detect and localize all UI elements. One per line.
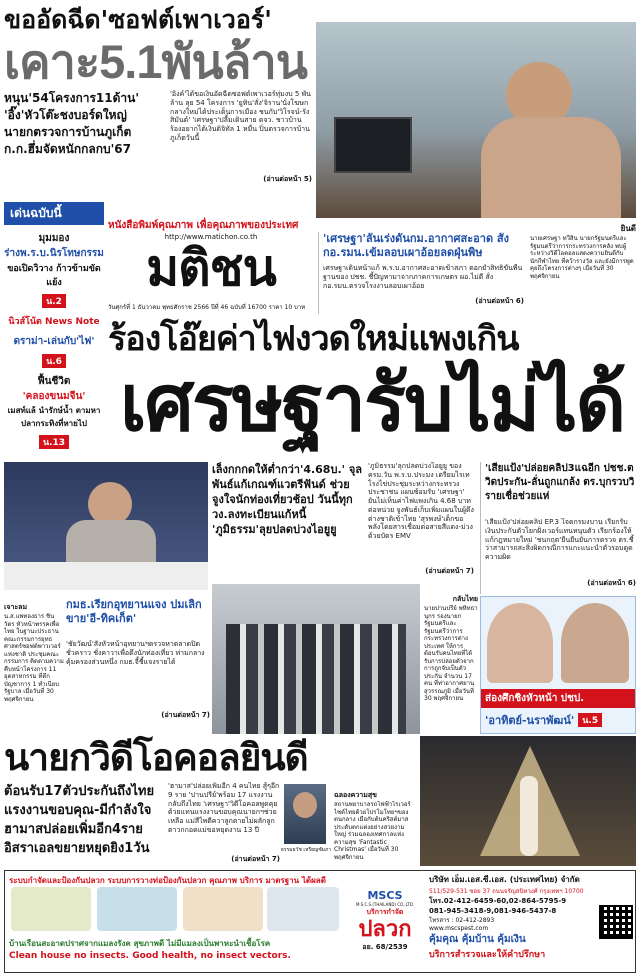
ad-brand-full: M.S.C.S.(THAILAND) CO.,LTD. bbox=[355, 902, 415, 907]
ad-product-strip bbox=[11, 887, 263, 931]
page-tag: น.6 bbox=[42, 354, 66, 368]
page-tag: น.2 bbox=[42, 294, 66, 308]
videocall-more: (อ่านต่อหน้า 7) bbox=[231, 855, 280, 863]
main-headline-line2: เศรษฐารับไม่ได้ bbox=[119, 359, 625, 447]
news-note-logo bbox=[4, 314, 104, 328]
highlight-headline: ร่างพ.ร.บ.นิรโทษกรรม bbox=[4, 248, 104, 259]
opposition-sub: 'อาทิตย์-นราพัฒน์' bbox=[485, 714, 575, 727]
pm25-body: เศรษฐาเดินหน้าแก้ พ.ร.บ.อากาศสะอาดเข้าสภา ตอกย้ำสิทธิขั้นพื้นฐานของ ปชช. ชี้ปัญหามาจากภาคการเกษตร ผอ.ไม่ดี สั่ง กอ.รมน.ตรวจโรงงานลอบเผาอ้อย bbox=[323, 264, 523, 290]
ad-company: บริษัท เอ็ม.เอส.ซี.เอส. (ประเทศไทย) จำกัด bbox=[429, 875, 580, 884]
park-more: (อ่านต่อหน้า 7) bbox=[161, 711, 210, 719]
ad-headline: ระบบกำจัดและป้องกันปลวก ระบบการวางท่อป้องกันปลวก คุณภาพ บริการ มาตรฐาน ได้ผลดี bbox=[9, 876, 326, 885]
photo-caption-text: นายเศรษฐา ทวีสิน นายกรัฐมนตรีและรัฐมนตรีว่าการกระทรวงการคลัง พบผู้ระหว่างวิดีโอคอลแสดงความยินดีกับนักกีฬาไทย ที่คว้ารางวัล และยังมีการพูดคุยถึงโครงการต่างๆ เมื่อวันที่ 30 พฤศจิกายน bbox=[530, 235, 634, 280]
pm25-story bbox=[318, 232, 524, 314]
highlight-headline: ดราม่า-เล่นกับ'ไฟ' bbox=[13, 336, 95, 347]
masthead-slogan: หนังสือพิมพ์คุณภาพ เพื่อคุณภาพของประเทศ bbox=[108, 220, 299, 231]
mug-photo bbox=[284, 784, 326, 844]
top-story-sub2: 'อิ๊ง'หัวโต๊ะชงบอร์ดใหญ่ bbox=[4, 108, 127, 122]
meeting-caption bbox=[4, 594, 64, 734]
ad-service: บริการกำจัด bbox=[366, 908, 404, 916]
ad-license: อย. 68/2539 bbox=[362, 943, 408, 951]
masthead-url: http://www.matichon.co.th bbox=[164, 233, 258, 241]
highlight-headline: 'คลองขนมจีน' bbox=[22, 391, 86, 402]
ad-tagline-en: Clean house no insects. Good health, no insect vectors. bbox=[9, 951, 291, 961]
highlight-item[interactable] bbox=[4, 334, 104, 368]
electricity-more: (อ่านต่อหน้า 7) bbox=[425, 567, 474, 575]
ad-brand-block bbox=[345, 889, 425, 969]
top-story-sub3: นายกตรวจการบ้านภูเก็ต bbox=[4, 125, 132, 139]
top-story-body: 'อิ๊งค์'ได้ขอเงินอัดฉีดซอฟต์เพาเวอร์ทุ่มงบ 5 พันล้าน ลุย 54 โครงการ 'ยูทิน'สั่ง'จิราน'นั่งโฆษก กลางใหม่ได้ประเด็นการเมือง ชนกับ'วิโรจน์-รังสิมันต์' 'เศรษฐา'ปลื้มเดินสาย ตจว. ชาวบ้าน ร้องอยากได้เงินดิจิทัล 1 หมื่น ปิ่นตรวจการบ้าน ภูเก็ตวันนี้ bbox=[170, 90, 311, 142]
park-body: 'ชัยวัฒน์'สั่งหัวหน้าอุทยานฯตรวจหาตลาดปิดชั่วคราว ชั่งคาวาเพื่อดึงนักท่องเที่ยว ท่ามกลางคุ้มครองส่วนหนึ่ง กมธ.จี้ชี้แจงรายได้ bbox=[66, 640, 205, 666]
clip-body: 'เสี่ยแป้ง'ปล่อยคลิป EP.3 โจดกรมงบาน เรียกรับเงินประกันตัวโยกฝั่งเวอร์แทนหนุนตัว เรียกร้องให้แก้กฎหมายใหม่ 'ชนกฤต'ยืนยืนยันการตรวจ ตร.ชี้ว่าสามารถสะสิ่งผิดกรณีการแกะแนะนำตัวรอบดูดความผิด bbox=[485, 518, 634, 561]
highlight-desc: ขอเปิดวิวาง ก้าวข้ามขัดแย้ง bbox=[7, 264, 101, 288]
electricity-head: เล็งกกกดให้ต่ำกว่า'4.68บ.' จุลพันธ์แก้เกณฑ์แวตรีฟันด์ ช่วยจูงใจนักท่องเที่ยวช้อป วันนี้ทุกวง.ลงทะเบียนแก้หนี้ 'ภูมิธรรม'ลุยปลดบ่วงไอยูยู bbox=[212, 463, 362, 536]
welcome-caption-title: กลับไทย bbox=[452, 595, 478, 603]
hostage-caption-title: ฉลองความสุข bbox=[334, 791, 377, 799]
dateline: วันศุกร์ที่ 1 ธันวาคม พุทธศักราช 2566 ปีที่ 46 ฉบับที่ 16700 ราคา 10 บาท bbox=[108, 304, 306, 311]
hostage-caption bbox=[334, 782, 416, 866]
ad-brand: MSCS bbox=[367, 889, 403, 902]
highlight-pre: มุมมอง bbox=[38, 233, 70, 244]
christmas-photo bbox=[420, 736, 636, 866]
meeting-caption-title: เจาะลม bbox=[4, 603, 28, 611]
top-photo bbox=[316, 22, 636, 218]
photo-caption-title: ยินดี bbox=[620, 224, 636, 233]
ad-slogan1: คุ้มคุณ คุ้มบ้าน คุ้มเงิน bbox=[429, 934, 526, 945]
opposition-headline: ส่องศึกชิงหัวหน้า ปชป. bbox=[481, 689, 635, 708]
highlight-pre: ฟื้นชีวิต bbox=[37, 376, 71, 387]
ad-tagline-th: บ้านเรือนสะอาดปราศจากแมลงรังค สุขภาพดี ไม่มีแมลงเป็นพาหะนำเชื้อโรค bbox=[9, 939, 271, 948]
videocall-body: 'ฮามาส'ปล่อยเพิ่มอีก 4 คนไทย สู้ๆอีก 9 ราย 'ปานปรีย์'พร้อม 17 แรงงานกลับถึงไทย 'เศรษฐา'วิดีโอคอลพูดคุยด้วยแทนแรงงานขอบคุณนายกฯช่วยเหลือ แม่สีไพดีควาลูกตายไม่ผลักลูกตาวกกอดแม่ขอหยุดงาน 13 ปี bbox=[168, 782, 280, 834]
hostage-caption-text: สถานพยาบาลรถไฟฟ้าไรเวอร์ไซด์ไทยด้วยโปรโมโทยฯของตนกลาง เมือกับต้นคริสต์มาส ประดับตกแต่งอย่างสวยงามใหญ่ ร่วมฉลองเทศกาลแห่งความสุข 'Fantastic Christmas' เมื่อวันที่ 30 พฤศจิกายน bbox=[334, 801, 411, 861]
videocall-headline: นายกวิดีโอคอลยินดี bbox=[4, 736, 308, 779]
top-story-more: (อ่านต่อหน้า 5) bbox=[263, 175, 312, 183]
pm25-headline: 'เศรษฐา'ลั่นเร่งดันกม.อากาศสะอาด สั่งกอ.รมน.เข้มลอบเผาอ้อยลดฝุ่นพิษ bbox=[323, 232, 510, 259]
top-story-headline: เคาะ5.1พันล้าน bbox=[4, 35, 307, 88]
top-story-sub4: ก.ก.ฮึ่มจัดหนักกลกบ'67 bbox=[4, 142, 131, 156]
ad-address: 511/529-531 ซอย 37 ถนนจรัญสนิทวงศ์ กรุงเทพฯ 10700 bbox=[429, 888, 584, 895]
opposition-box[interactable] bbox=[480, 596, 636, 734]
electricity-story bbox=[212, 462, 476, 584]
highlights-title: เด่นฉบับนี้ bbox=[4, 202, 104, 225]
pest-ad[interactable] bbox=[4, 870, 636, 973]
masthead bbox=[108, 218, 314, 310]
top-story-sub1: หนุน'54โครงการ11ด้าน' bbox=[4, 91, 140, 105]
page-tag: น.13 bbox=[39, 435, 69, 449]
page-tag: น.5 bbox=[578, 713, 602, 727]
qr-code-icon bbox=[599, 905, 633, 939]
ad-web: www.mscspest.com bbox=[429, 925, 489, 932]
highlight-desc: เมสท์แล้ นำรักษ์น้ำ ตามหาปลากระทิงที่หายไป bbox=[7, 406, 101, 428]
welcome-caption bbox=[424, 594, 478, 732]
mug-name: ธรรมธวัช เหรียญซัมภา bbox=[280, 847, 332, 853]
news-note-label: นิวส์โน้ต News Note bbox=[8, 317, 100, 327]
clip-headline: 'เสี่ยแป้ง'ปล่อยคลิป3แฉอีก ปชช.ตวิดประกัน-ลั่นถูกแกล้ง ตร.บุกรวบวิรายเชื่อช่วยแห่ bbox=[485, 463, 635, 502]
park-headline: กมธ.เรียกอุทยานแจง ปมเลิกขาย'อี-ทิคเก็ต' bbox=[66, 598, 202, 625]
ad-company-block bbox=[429, 873, 597, 971]
masthead-logo: มติชน bbox=[146, 239, 276, 297]
welcome-caption-text: นายปานปรีย์ พหิทธานุกร รองนายกรัฐมนตรีและรัฐมนตรีว่าการกระทรวงการต่างประเทศ ให้การต้อนรับคนไทยที่ได้รับการปล่อยตัวจากการถูกจับเป็นตัวประกัน จำนวน 17 คน ที่ท่าอากาศยานสุวรรณภูมิ เมื่อวันที่ 30 พฤศจิกายน bbox=[424, 605, 478, 702]
highlight-item[interactable] bbox=[4, 231, 104, 308]
main-headline-line1: ร้องโอ๊ยค่าไฟงวดใหม่แพงเกิน bbox=[108, 319, 519, 359]
ad-fax: โทรสาร : 02-412-2893 bbox=[429, 917, 495, 924]
top-story bbox=[4, 4, 314, 214]
clip-more: (อ่านต่อหน้า 6) bbox=[587, 579, 636, 587]
photo-caption bbox=[530, 222, 636, 314]
ad-slogan2: บริการสำรวจและให้คำปรึกษา bbox=[429, 950, 546, 960]
park-story bbox=[66, 598, 210, 736]
highlights bbox=[4, 202, 104, 462]
ad-pipe-diagram bbox=[267, 887, 339, 931]
electricity-body: 'ภูมิธรรม'ลุกปลดบ่วงไอยูยู ของ ครม.วัน พ.ร.บ.ประมง เตรียมไรเทโรงไข่ประชุมระหว่างกระทรวงประชาชน แผนซ้อมรับ 'เศรษฐา' ยันไม่เห็นค่าไฟแพงเกิน 4.68 บาทต่อหน่วย จูงพันธ์เก็บเพิ่มแผนในผู้ดึงต่างชาติเข้าไทย 'สุรพงษ์'เด็กขอพลังโดยสารเชื่อมต่อสายสีแดง-ม่วงด้วยบัตร EMV bbox=[368, 462, 474, 540]
videocall-sub: ต้อนรับ17ตัวประกันถึงไทย แรงงานขอบคุณ-มีกำลังใจ ฮามาสปล่อยเพิ่มอีก4ราย อิสราเอลขยายหยุดยิง1วัน bbox=[4, 784, 155, 856]
airport-photo bbox=[212, 584, 420, 734]
highlight-item[interactable] bbox=[4, 374, 104, 449]
meeting-photo bbox=[4, 462, 208, 590]
ad-phone2: 081-945-3418-9,081-946-5437-8 bbox=[429, 907, 557, 915]
pm25-more: (อ่านต่อหน้า 6) bbox=[475, 297, 524, 305]
top-story-kicker: ขออัดฉีด'ซอฟต์เพาเวอร์' bbox=[4, 5, 272, 34]
meeting-caption-text: น.ส.แพทองธาร ชินวัตร หัวหน้าพรรคเพื่อไทย ในฐานะประธานคณะกรรมการยุทธศาสตร์ซอฟต์พาวเวอร์แห่งชาติ ประชุมคณะกรรมการ ติดตามความคืบหน้าโครงการ 11 อุตสาหกรรม ที่ตึกบัญชาการ 1 ทำเนียบรัฐบาล เมื่อวันที่ 30 พฤศจิกายน bbox=[4, 613, 64, 703]
clip-story bbox=[480, 462, 636, 594]
videocall-body-wrap bbox=[168, 782, 280, 866]
ad-service-big: ปลวก bbox=[358, 917, 412, 942]
ad-phone1: โทร.02-412-6459-60,02-864-5795-9 bbox=[429, 897, 567, 905]
